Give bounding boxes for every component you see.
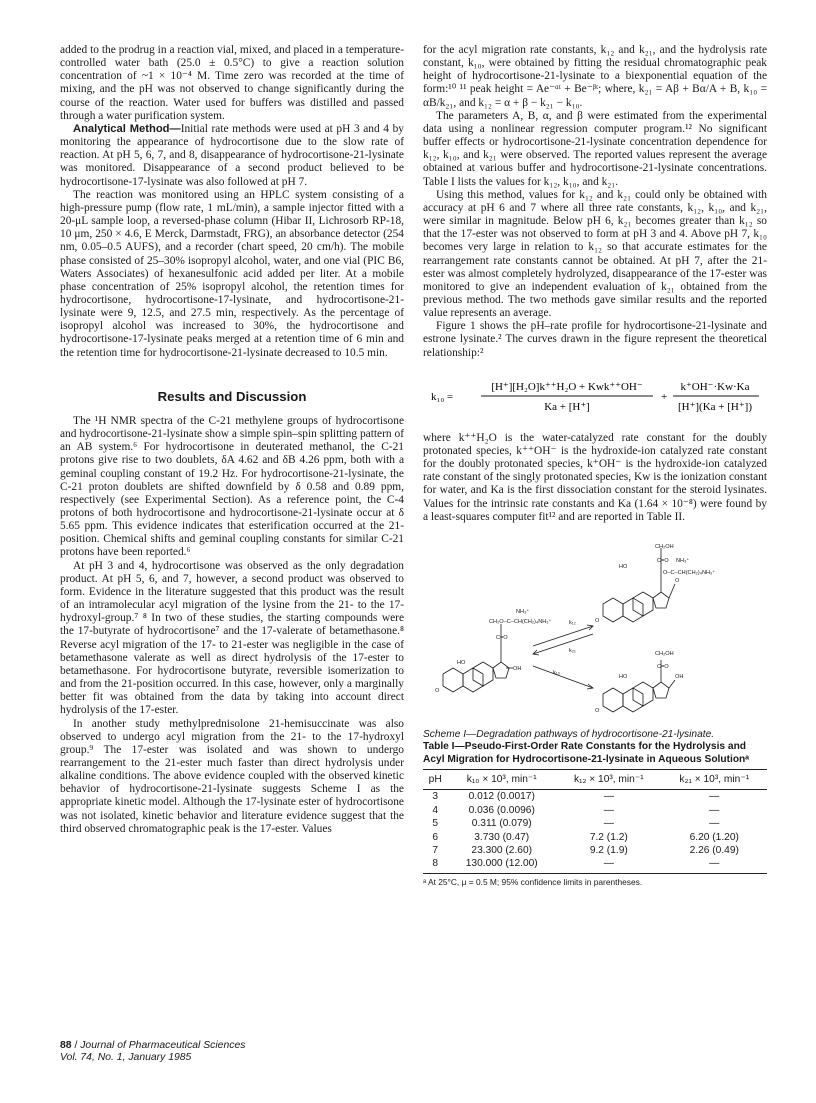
runin-heading-analytical-method: Analytical Method— [73, 122, 181, 135]
table-cell: — [709, 791, 720, 803]
paragraph-prodrug-preparation: added to the prodrug in a reaction vial, mixed, and placed in a temperature-controlled water bath (25.0 ± 0.5°C) to give a reaction solution concentration of ~1 × 10⁻⁴ M. Time zero was recorded at the time of mixing, and the pH was not observed to change significantly during the course of the reaction. Water used for buffers was distilled and passed through a water purification system. [60, 44, 404, 122]
label-ho-left: HO [457, 659, 466, 666]
label-ho-bottom: HO [619, 673, 628, 680]
page-number: 88 [60, 1040, 72, 1051]
rate-constant-table [423, 769, 767, 874]
rate-equation [423, 372, 767, 420]
paragraph-rate-constants: for the acyl migration rate constants, k₁₂ and k₂₁, and the hydrolysis rate constant, k₁₀, were obtained by fitting the residual chromatographic peak height of hydrocortisone-21-lysinate to a biexponential equation of the form:¹⁰ ¹¹ peak height = Ae⁻ᵅᵗ + Be⁻ᵝᵗ; where, k₂₁ = Aβ + Bα/A + B, k₁₀ = αB/k₂₁, and k₁₂ = α + β − k₂₁ − k₁₀. [423, 44, 767, 109]
structure-hydrocortisone-21-lysinate [435, 608, 552, 694]
equation-lhs: k₁₀ = [431, 390, 454, 403]
label-co-top: C=O [657, 557, 669, 564]
paragraph-method-accuracy: Using this method, values for k₁₂ and k₂₁ could only be obtained with accuracy at pH 6 and 7 where all three rate constants, k₁₂, k₁₀, and k₂₁, were similar in magnitude. Below pH 6, k₂₁ becomes greater than k₁₂ so that the 17-ester was not observed to form at pH 3 and 4. Above pH 7, k₁₀ becomes very large in relation to k₁₂ so that accurate estimates for the rearrangement rate constants cannot be obtained. At pH 7, after the 21-ester was almost completely hydrolyzed, disappearance of the 17-ester was monitored to give an independent evaluation of k₂₁ obtained from the previous method. The two methods gave similar results and the reported value represents an average. [423, 188, 767, 320]
journal-name: Journal of Pharmaceutical Sciences [80, 1040, 246, 1051]
ring-a [443, 668, 463, 692]
label-o-ester-17: O [675, 577, 680, 584]
arrow-k21 [533, 634, 593, 654]
label-nh3-top-left: NH₃⁺ [516, 608, 530, 615]
table-cell: 3 [432, 791, 439, 803]
table-cell: 6 [432, 831, 439, 843]
table-cell: — [556, 857, 661, 873]
equation-numerator-2: k⁺OH⁻·Kw·Ka [680, 380, 750, 393]
paragraph-hplc-system: The reaction was monitored using an HPLC system consisting of a high-pressure pump (flow rate, 1 mL/min), a sample injector fitted with a 20-μL sample loop, a reversed-phase column (Hibar II, Lichrosorb RP-18, 10 μm, 250 × 4.6, E Merck, Darmstadt, FRG), an absorbance detector (254 nm, 0.05–0.5 AUFS), and a recorder (chart speed, 20 cm/h). The mobile phase consisted of 25–30% isopropyl alcohol, water, and one vial (PIC B6, Waters Associates) of hexanesulfonic acid added per liter. At a mobile phase concentration of 25% isopropyl alcohol, the retention times for hydrocortisone, hydrocortisone-17-lysinate, and hydrocortisone-21-lysinate were 9, 12.5, and 27.5 min, respectively. As the percentage of isopropyl alcohol was increased to 30%, the hydrocortisone and hydrocortisone-17-lysinate peaks merged at a retention time of 6 min and the retention time for hydrocortisone-21-lysinate decreased to 10.5 min. [60, 188, 404, 359]
paragraph-parameters: The parameters A, B, α, and β were estimated from the experimental data using a nonlinear regression computer program.¹² No significant buffer effects or hydrocortisone-21-lysinate concentration dependence for k₁₂, k₁₀, and k₂₁ were observed. The reported values represent the average obtained at various buffer and hydrocortisone-21-lysinate concentrations. Table I lists the values for k₁₂, k₁₀, and k₂₁. [423, 109, 767, 188]
paragraph-analytical-method [60, 123, 404, 189]
table-cell: 0.036 (0.0096) [468, 804, 535, 816]
label-co-bottom: C=O [657, 663, 669, 670]
table-cell: — [709, 804, 720, 816]
label-o-top: O [595, 617, 600, 624]
paragraph-ph-rate-profile: Figure 1 shows the pH–rate profile for hydrocortisone-21-lysinate and estrone lysinate.² The curves drawn in the figure represent the theoretical relationship:² [423, 320, 767, 359]
label-ester-21: CH₂O–C–CH(CH₂)₄NH₃⁺ [489, 618, 552, 625]
table-cell: 4 [432, 804, 439, 816]
analytical-method-text: Initial rate methods were used at pH 3 and 4 by monitoring the appearance of hydrocortisone due to the slow rate of reaction. At pH 5, 6, 7, and 8, disappearance of hydrocortisone-21-lysinate was monitored. Disappearance of a second product believed to be hydrocortisone-17-lysinate was also followed at pH 7. [60, 122, 404, 188]
scheme-degradation-pathways [423, 528, 767, 728]
page-footer [60, 1040, 245, 1065]
equation-denominator-2: [H⁺](Ka + [H⁺]) [677, 400, 753, 413]
table-cell: — [709, 818, 720, 830]
label-o-left: O [435, 687, 440, 694]
table-cell: — [662, 857, 767, 873]
ring-d [493, 662, 509, 678]
label-nh3-top-right: NH₃⁺ [676, 557, 690, 564]
label-k21: k₂₁ [569, 647, 576, 654]
table-cell: 9.2 (1.9) [589, 844, 628, 856]
structure-hydrocortisone-17-lysinate [595, 544, 715, 624]
label-k10: k₁₀ [553, 669, 561, 676]
table-row [423, 831, 767, 844]
left-column [60, 44, 404, 836]
label-ester-17: O–C–CH(CH₂)₄NH₃⁺ [663, 569, 716, 576]
equation-plus: + [661, 390, 668, 403]
table-cell: 0.311 (0.079) [471, 818, 532, 830]
table-rate-constants [423, 741, 767, 889]
table-cell: 3.730 (0.47) [474, 831, 530, 843]
column-header-k21: k₂₁ × 10³, min⁻¹ [662, 770, 767, 790]
table-cell: 0.012 (0.0017) [468, 791, 535, 803]
label-ch2oh-top: CH₂OH [655, 543, 674, 550]
table-cell: 6.20 (1.20) [689, 831, 739, 843]
label-oh-left: OH [513, 665, 522, 672]
structure-hydrocortisone [595, 651, 683, 714]
table-cell: — [603, 791, 614, 803]
section-heading-results: Results and Discussion [157, 388, 307, 404]
column-header-k12: k₁₂ × 10³, min⁻¹ [556, 770, 661, 790]
arrow-k10 [533, 666, 593, 688]
footer-line-journal: 88 / Journal of Pharmaceutical Sciences [60, 1040, 246, 1051]
table-cell: 130.000 (12.00) [447, 857, 556, 873]
table-title: Table I—Pseudo-First-Order Rate Constants for the Hydrolysis and Acyl Migration for Hydrocortisone-21-lysinate in Aqueous Solutionᵃ [423, 741, 750, 765]
equation-numerator-1: [H⁺][H₂O]k⁺⁺H₂O + Kwk⁺⁺OH⁻ [491, 380, 643, 393]
table-cell: 7.2 (1.2) [589, 831, 628, 843]
label-ho-top: HO [619, 563, 628, 570]
table-cell: — [603, 804, 614, 816]
table-row [423, 857, 767, 873]
table-row [423, 817, 767, 830]
table-cell: 8 [423, 857, 447, 873]
table-footnote: ᵃ At 25°C, μ = 0.5 M; 95% confidence limits in parentheses. [423, 876, 643, 887]
table-row [423, 790, 767, 804]
table-cell: — [603, 818, 614, 830]
table-cell: 2.26 (0.49) [689, 844, 739, 856]
paragraph-methylprednisolone: In another study methylprednisolone 21-hemisuccinate was also observed to undergo acyl migration from the 21- to the 17-hydroxyl group.⁹ The 17-ester was isolated and was shown to undergo rearrangement to the 21-ester much faster than direct hydrolysis under alkaline conditions. The above evidence coupled with the observed kinetic behavior of hydrocortisone-21-lysinate suggests Scheme I as the appropriate kinetic model. Although the 17-lysinate ester of hydrocortisone was not isolated, kinetic behavior and literature evidence suggest that the third observed chromatographic peak is the 17-ester. Values [60, 717, 404, 835]
table-cell: 7 [432, 844, 439, 856]
right-column [423, 44, 767, 889]
table-header-row [423, 770, 767, 790]
equation-denominator-1: Ka + [H⁺] [544, 400, 590, 413]
column-header-ph: pH [423, 770, 447, 790]
table-cell: 23.300 (2.60) [471, 844, 533, 856]
label-o-bottom: O [595, 707, 600, 714]
label-oh-bottom: OH [675, 673, 684, 680]
paragraph-degradation-products: At pH 3 and 4, hydrocortisone was observed as the only degradation product. At pH 5, 6, and 7, however, a second product was observed to form. Evidence in the literature suggested that this product was the result of an intramolecular acyl migration of the lysine from the 21- to the 17-hydroxyl-group.⁷ ⁸ In two of these studies, the starting compounds were the 17-butyrate of hydrocortisone⁷ and the 17-valerate of betamethasone.⁸ Reverse acyl migration of the 17- to 21-ester was negligible in the case of betamethasone valerate as well as direct hydrolysis of the 17-ester to betamethasone. For hydrocortisone butyrate, reversible isomerization to and from the 21-position occurred. In this case, however, only a marginally better fit was obtained from the data by taking into account direct hydrolysis of the 17-ester. [60, 559, 404, 717]
label-k12: k₁₂ [569, 619, 576, 626]
label-ch2oh-bottom: CH₂OH [655, 650, 674, 657]
reaction-arrows [533, 620, 593, 689]
table-cell: 5 [432, 818, 439, 830]
scheme-caption: Scheme I—Degradation pathways of hydrocortisone-21-lysinate. [423, 728, 715, 740]
journal-issue: Vol. 74, No. 1, January 1985 [60, 1052, 192, 1064]
table-row [423, 804, 767, 817]
paragraph-constant-definitions: where k⁺⁺H₂O is the water-catalyzed rate constant for the doubly protonated species, k⁺⁺OH⁻ is the hydroxide-ion catalyzed rate constant for the doubly protonated species, k⁺OH⁻ is the hydroxide-ion catalyzed rate constant of the singly protonated species, Kw is the ionization constant for water, and Ka is the first dissociation constant for the steroid lysinates. Values for the intrinsic rate constants and Ka (1.64 × 10⁻⁸) were found by a least-squares computer fit¹² and are reported in Table II. [423, 431, 767, 523]
table-row [423, 844, 767, 857]
arrow-k12 [533, 626, 593, 646]
column-header-k10: k₁₀ × 10³, min⁻¹ [447, 770, 556, 790]
paragraph-nmr-spectra: The ¹H NMR spectra of the C-21 methylene groups of hydrocortisone and hydrocortisone-21-lysinate show a simple spin–spin splitting pattern of an AB system.⁶ For hydrocortisone in deuterated methanol, the C-21 protons give rise to two doublets, δA 4.62 and δB 4.26 ppm, both with a geminal coupling constant of 19.2 Hz. For hydrocortisone-21-lysinate, the C-21 proton doublets are shifted downfield by δ 0.58 and 0.89 ppm, respectively (see Experimental Section). As a reference point, the C-4 protons of both hydrocortisone and hydrocortisone-21-lysinate occur at δ 5.65 ppm. This evidence indicates that esterification occurred at the 21-position. Chemical shifts and geminal coupling constants for similar C-21 protons have been reported.⁶ [60, 414, 404, 559]
label-co-left: C=O [496, 634, 508, 641]
